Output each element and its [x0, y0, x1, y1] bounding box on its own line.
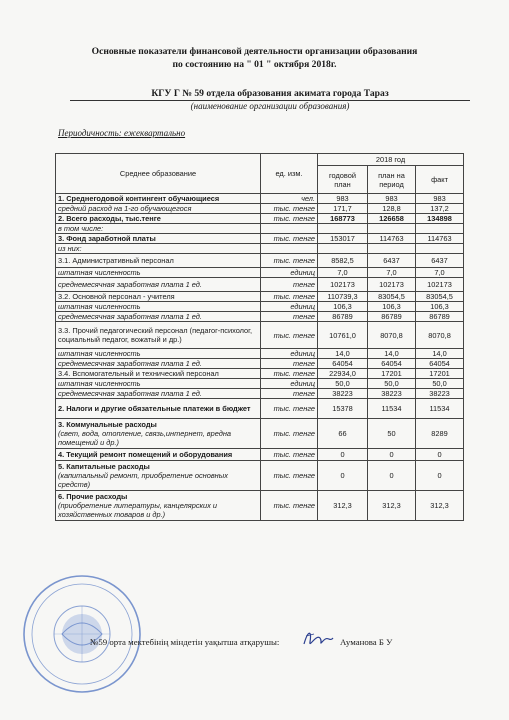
table-row — [56, 359, 464, 369]
row-fact: 17201 — [416, 369, 464, 379]
financial-indicators-table — [55, 153, 464, 521]
organization-name: КГУ Г № 59 отдела образования акимата города Тараз — [70, 88, 470, 101]
row-name: 4. Текущий ремонт помещений и оборудования — [56, 449, 261, 461]
row-unit: тыс. тенге — [261, 449, 318, 461]
table-row — [56, 399, 464, 419]
table-row — [56, 449, 464, 461]
row-plan: 64054 — [318, 359, 368, 369]
table-row — [56, 312, 464, 322]
row-period: 0 — [368, 449, 416, 461]
row-subtitle: (свет, вода, отопление, связь,интернет, вредна помещений и др.) — [58, 429, 232, 447]
row-unit: тенге — [261, 278, 318, 292]
row-name: 3.3. Прочий педагогический персонал (педагог-психолог, социальный педагог, вожатый и др.) — [56, 322, 261, 349]
header-year: 2018 год — [318, 154, 464, 166]
row-name: среднемесячная заработная плата 1 ед. — [56, 359, 261, 369]
row-period — [368, 224, 416, 234]
row-period: 6437 — [368, 254, 416, 268]
row-subtitle: (капитальный ремонт, приобретение основных средств) — [58, 471, 228, 489]
row-name: 3.4. Вспомогательный и технический персонал — [56, 369, 261, 379]
row-period — [368, 244, 416, 254]
row-subtitle: (приобретение литературы, канцелярских и хозяйственных товаров и др.) — [58, 501, 218, 519]
row-fact: 137,2 — [416, 204, 464, 214]
row-unit: единиц — [261, 302, 318, 312]
row-unit: тыс. тенге — [261, 234, 318, 244]
row-period: 983 — [368, 194, 416, 204]
footer-signature-line — [90, 637, 410, 647]
table-row — [56, 389, 464, 399]
row-name: средний расход на 1-го обучающегося — [56, 204, 261, 214]
row-plan: 38223 — [318, 389, 368, 399]
row-fact: 0 — [416, 449, 464, 461]
row-period: 50,0 — [368, 379, 416, 389]
row-name: 3. Коммунальные расходы (свет, вода, отопление, связь,интернет, вредна помещений и др.) — [56, 419, 261, 449]
document-title: Основные показатели финансовой деятельности организации образования — [91, 46, 418, 57]
document-date: по состоянию на " 01 " октября 2018г. — [172, 59, 337, 70]
row-period: 312,3 — [368, 491, 416, 521]
table-row — [56, 214, 464, 224]
row-name: в том числе: — [56, 224, 261, 234]
row-fact: 102173 — [416, 278, 464, 292]
row-fact: 134898 — [416, 214, 464, 224]
row-fact: 83054,5 — [416, 292, 464, 302]
table-row — [56, 419, 464, 449]
stamp-seal-icon — [20, 572, 144, 696]
table-row — [56, 379, 464, 389]
row-period: 128,8 — [368, 204, 416, 214]
row-name: 3. Фонд заработной платы — [56, 234, 261, 244]
row-unit: тенге — [261, 389, 318, 399]
footer-text: №59 орта мектебінің міндетін уақытша атқарушы: — [90, 637, 280, 647]
periodicity-label: Периодичность: ежеквартально — [58, 128, 186, 138]
row-fact: 38223 — [416, 389, 464, 399]
row-name: штатная численность — [56, 349, 261, 359]
row-period: 17201 — [368, 369, 416, 379]
row-name: 2. Всего расходы, тыс.тенге — [56, 214, 261, 224]
row-name: 3.2. Основной персонал - учителя — [56, 292, 261, 302]
row-fact: 8070,8 — [416, 322, 464, 349]
row-period: 114763 — [368, 234, 416, 244]
row-name: 2. Налоги и другие обязательные платежи в бюджет — [56, 399, 261, 419]
organization-caption: (наименование организации образования) — [190, 101, 350, 111]
row-unit — [261, 224, 318, 234]
row-name: 6. Прочие расходы (приобретение литературы, канцелярских и хозяйственных товаров и др.) — [56, 491, 261, 521]
row-fact: 114763 — [416, 234, 464, 244]
table-row — [56, 461, 464, 491]
row-fact: 983 — [416, 194, 464, 204]
row-plan: 10761,0 — [318, 322, 368, 349]
row-fact: 6437 — [416, 254, 464, 268]
row-plan: 22934,0 — [318, 369, 368, 379]
row-plan: 106,3 — [318, 302, 368, 312]
table-row — [56, 491, 464, 521]
row-plan: 153017 — [318, 234, 368, 244]
row-name: 3.1. Административный персонал — [56, 254, 261, 268]
row-period: 126658 — [368, 214, 416, 224]
row-fact: 86789 — [416, 312, 464, 322]
row-plan — [318, 244, 368, 254]
row-plan: 50,0 — [318, 379, 368, 389]
row-name: штатная численность — [56, 302, 261, 312]
footer-signatory-name: Ауманова Б У — [340, 637, 393, 647]
table-row — [56, 369, 464, 379]
row-unit: тенге — [261, 312, 318, 322]
row-name: штатная численность — [56, 379, 261, 389]
row-fact: 312,3 — [416, 491, 464, 521]
row-plan: 0 — [318, 461, 368, 491]
row-unit: тыс. тенге — [261, 204, 318, 214]
row-plan: 66 — [318, 419, 368, 449]
row-unit: тыс. тенге — [261, 369, 318, 379]
table-row — [56, 278, 464, 292]
table-row — [56, 204, 464, 214]
row-plan: 168773 — [318, 214, 368, 224]
row-period: 64054 — [368, 359, 416, 369]
row-plan: 312,3 — [318, 491, 368, 521]
row-name: среднемесячная заработная плата 1 ед. — [56, 312, 261, 322]
row-plan: 8582,5 — [318, 254, 368, 268]
row-period: 11534 — [368, 399, 416, 419]
row-unit — [261, 244, 318, 254]
row-fact: 7,0 — [416, 268, 464, 278]
table-row — [56, 302, 464, 312]
row-plan: 110739,3 — [318, 292, 368, 302]
row-unit: единиц — [261, 379, 318, 389]
header-plan-year: годовой план — [318, 166, 368, 194]
row-plan: 7,0 — [318, 268, 368, 278]
row-fact: 14,0 — [416, 349, 464, 359]
row-name: 5. Капитальные расходы (капитальный ремонт, приобретение основных средств) — [56, 461, 261, 491]
row-name: среднемесячная заработная плата 1 ед. — [56, 389, 261, 399]
row-period: 0 — [368, 461, 416, 491]
row-plan: 14,0 — [318, 349, 368, 359]
row-fact: 11534 — [416, 399, 464, 419]
row-fact: 64054 — [416, 359, 464, 369]
row-fact: 106,3 — [416, 302, 464, 312]
row-period: 14,0 — [368, 349, 416, 359]
row-name: 1. Среднегодовой контингент обучающиеся — [56, 194, 261, 204]
handwritten-signature-icon — [300, 628, 336, 650]
row-period: 83054,5 — [368, 292, 416, 302]
row-unit: тыс. тенге — [261, 399, 318, 419]
header-name: Среднее образование — [56, 154, 261, 194]
row-unit: единиц — [261, 268, 318, 278]
row-plan: 86789 — [318, 312, 368, 322]
row-unit: тыс. тенге — [261, 322, 318, 349]
row-name: среднемесячная заработная плата 1 ед. — [56, 278, 261, 292]
table-row — [56, 244, 464, 254]
table-row — [56, 268, 464, 278]
table-row — [56, 254, 464, 268]
row-fact: 50,0 — [416, 379, 464, 389]
row-period: 7,0 — [368, 268, 416, 278]
table-row — [56, 224, 464, 234]
table-row — [56, 292, 464, 302]
row-plan: 171,7 — [318, 204, 368, 214]
row-period: 50 — [368, 419, 416, 449]
row-unit: тыс. тенге — [261, 214, 318, 224]
row-unit: тыс. тенге — [261, 419, 318, 449]
row-name: из них: — [56, 244, 261, 254]
row-name: штатная численность — [56, 268, 261, 278]
row-period: 106,3 — [368, 302, 416, 312]
header-fact: факт — [416, 166, 464, 194]
row-period: 86789 — [368, 312, 416, 322]
row-fact — [416, 244, 464, 254]
row-unit: тыс. тенге — [261, 292, 318, 302]
row-unit: тыс. тенге — [261, 491, 318, 521]
row-fact: 8289 — [416, 419, 464, 449]
row-plan: 0 — [318, 449, 368, 461]
row-plan — [318, 224, 368, 234]
row-period: 38223 — [368, 389, 416, 399]
row-unit: единиц — [261, 349, 318, 359]
row-period: 102173 — [368, 278, 416, 292]
row-plan: 102173 — [318, 278, 368, 292]
row-plan: 983 — [318, 194, 368, 204]
row-unit: тенге — [261, 359, 318, 369]
table-row — [56, 194, 464, 204]
row-plan: 15378 — [318, 399, 368, 419]
row-unit: тыс. тенге — [261, 461, 318, 491]
table-row — [56, 349, 464, 359]
row-unit: чел. — [261, 194, 318, 204]
row-unit: тыс. тенге — [261, 254, 318, 268]
table-row — [56, 234, 464, 244]
header-plan-period: план на период — [368, 166, 416, 194]
row-fact: 0 — [416, 461, 464, 491]
header-unit: ед. изм. — [261, 154, 318, 194]
row-period: 8070,8 — [368, 322, 416, 349]
row-fact — [416, 224, 464, 234]
table-row — [56, 322, 464, 349]
